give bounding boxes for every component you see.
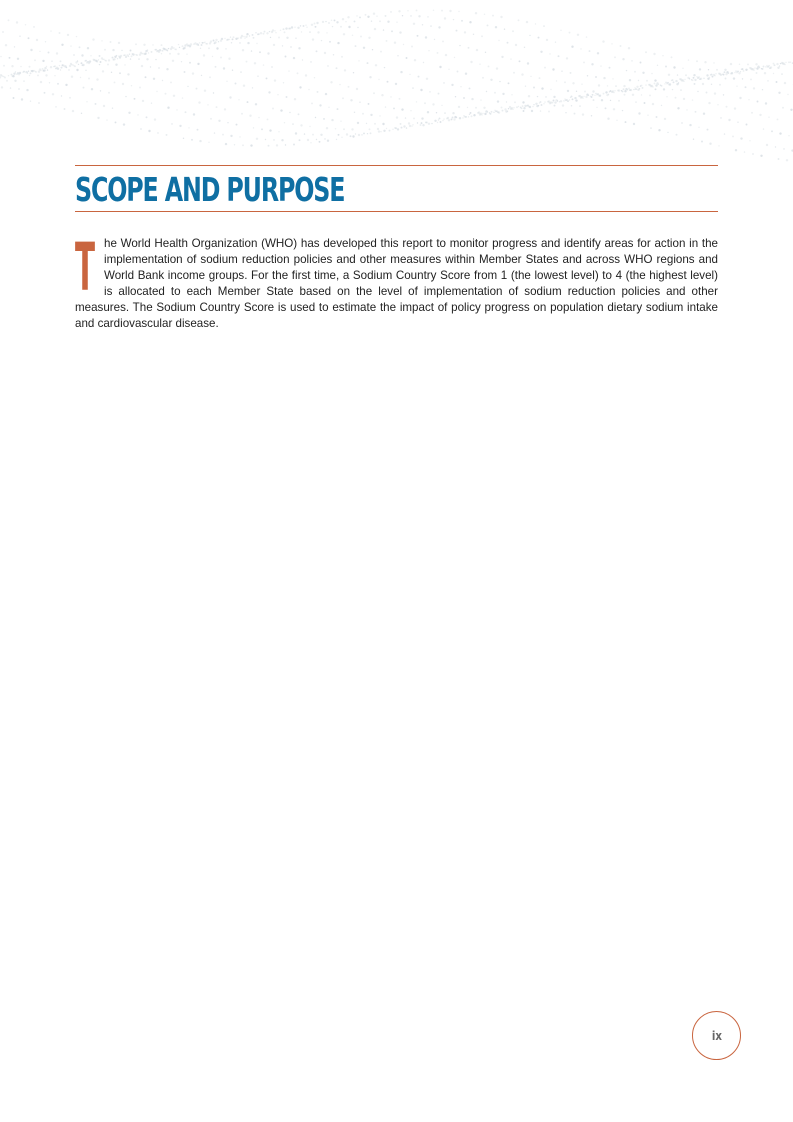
intro-paragraph bbox=[75, 229, 718, 332]
dropcap-letter bbox=[75, 229, 95, 306]
intro-text: he World Health Organization (WHO) has developed this report to monitor progress and identify areas for action in the implementation of sodium reduction policies and other measures within Member States and across WHO regions and World Bank income groups. For the first time, a Sodium Country Score from 1 (the lowest level) to 4 (the highest level) is allocated to each Member State based on the level of implementation of sodium reduction policies and other measures. The Sodium Country Score is used to estimate the impact of policy progress on population dietary sodium intake and cardiovascular disease. bbox=[75, 237, 718, 330]
page-number: ix bbox=[711, 1028, 722, 1043]
dotted-wave-decoration bbox=[0, 0, 793, 180]
heading-bottom-rule bbox=[75, 211, 718, 212]
svg-text:T: T bbox=[75, 229, 95, 306]
heading-top-rule bbox=[75, 165, 718, 166]
page-title: SCOPE AND PURPOSE bbox=[75, 170, 345, 209]
page-number-badge bbox=[692, 1011, 741, 1060]
